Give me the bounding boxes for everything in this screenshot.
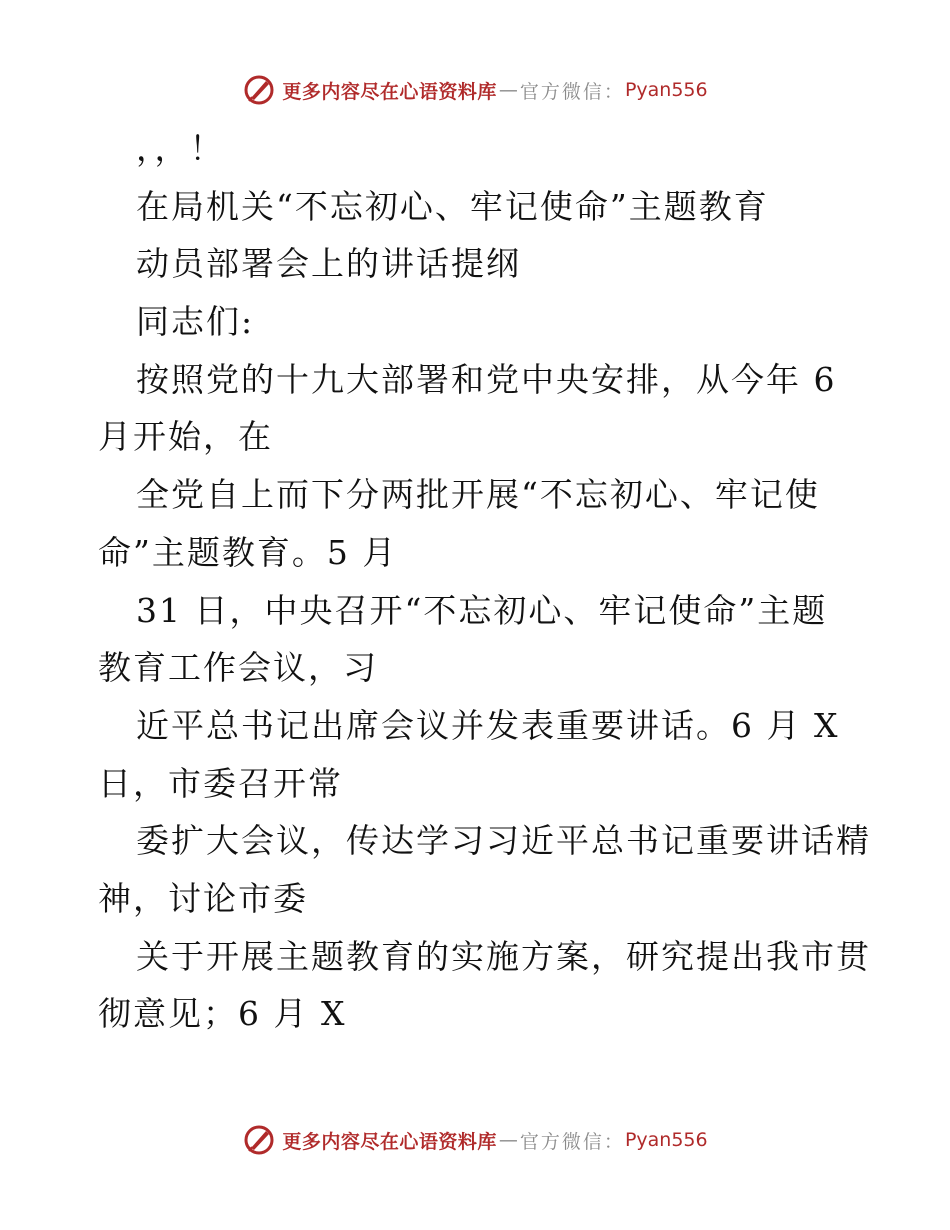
quill-logo-icon [242,73,276,107]
doc-line: 关于开展主题教育的实施方案，研究提出我市贯 [136,936,871,976]
doc-line: 近平总书记出席会议并发表重要讲话。6 月 X [136,705,840,745]
watermark-main-text: 更多内容尽在心语资料库 [282,1130,497,1153]
doc-salutation: 同志们: [136,302,255,342]
doc-line: 31 日，中央召开“不忘初心、牢记使命”主题 [136,590,828,630]
watermark-id: Pyan556 [624,79,708,101]
watermark-sub-text: 官方微信： [519,80,625,103]
doc-line: 命”主题教育。5 月 [98,532,398,572]
doc-line: ，，！ [136,129,225,168]
doc-line: 教育工作会议，习 [98,648,378,688]
doc-line: 按照党的十九大部署和党中央安排，从今年 6 [136,359,837,399]
doc-line: 彻意见；6 月 X [98,994,347,1034]
footer-watermark [0,1120,950,1160]
watermark-separator: — [498,1129,518,1151]
watermark-main-text: 更多内容尽在心语资料库 [282,80,497,103]
quill-logo-icon [242,1123,276,1157]
document-body [98,120,871,1043]
doc-line: 全党自上而下分两批开展“不忘初心、牢记使 [136,475,820,515]
doc-line: 日，市委召开常 [98,763,343,803]
watermark-sub-text: 官方微信： [519,1130,625,1153]
doc-line: 月开始，在 [98,417,273,457]
doc-line: 神，讨论市委 [98,878,308,918]
doc-title-line-1: 在局机关“不忘初心、牢记使命”主题教育 [136,186,769,226]
doc-title-line-2: 动员部署会上的讲话提纲 [136,244,521,284]
watermark-separator: — [498,79,518,101]
doc-line: 委扩大会议，传达学习习近平总书记重要讲话精 [136,821,871,861]
header-watermark [0,70,950,110]
watermark-id: Pyan556 [624,1129,708,1151]
